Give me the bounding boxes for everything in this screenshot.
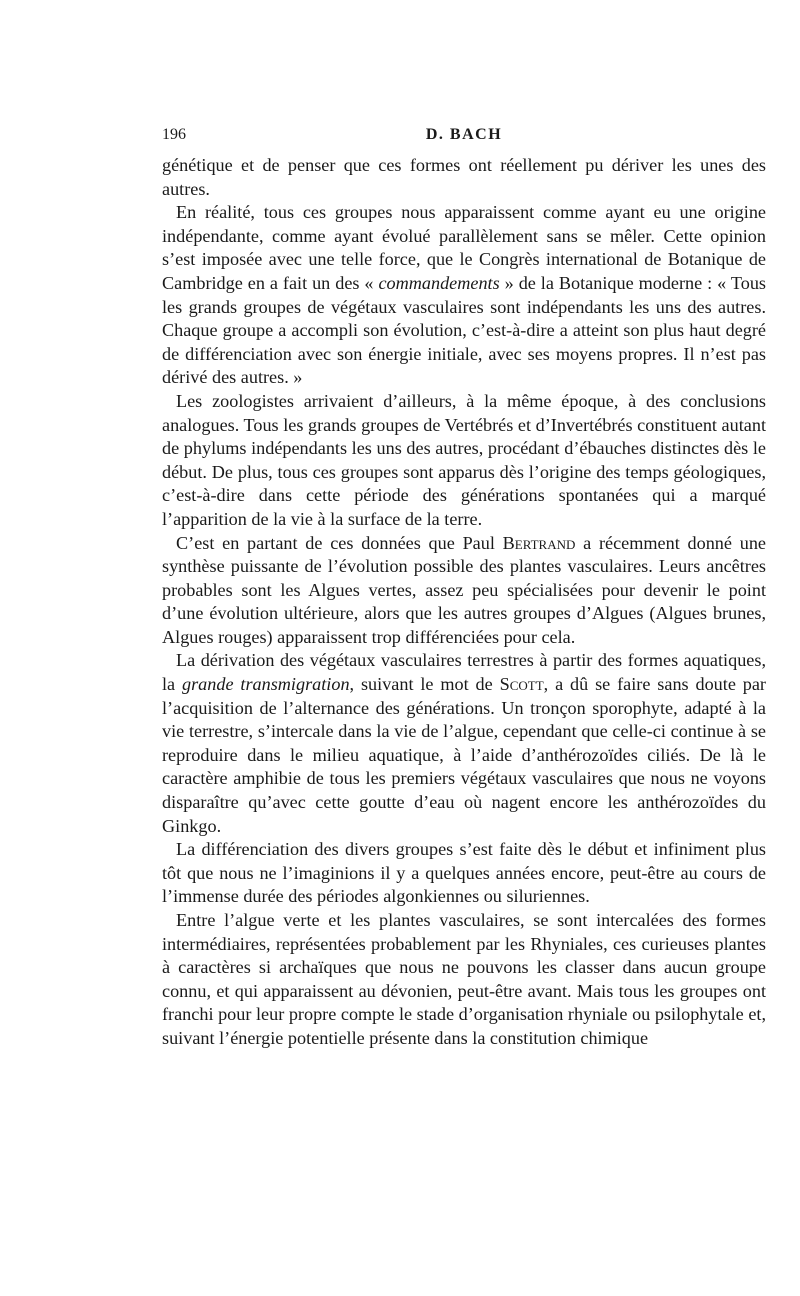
paragraph-text: La dérivation des végétaux vasculaires terrestres à partir des formes aquatiques, la [162,650,766,695]
paragraph-text: C’est en partant de ces données que Paul [176,532,503,553]
paragraph-text: Entre l’algue verte et les plantes vasculaires, se sont intercalées des formes intermédiaires, représentées probablement par les Rhyniales, ces curieuses plantes à caractères si archaïques que nous ne pouvons les classer dans aucun groupe connu, et qui apparaissent au dévonien, peut-être avant. Mais tous les groupes ont franchi pour leur propre compte le stade d’organisation rhyniale ou psilophytale et, suivant l’énergie potentielle présente dans la constitution chimique [162,910,766,1048]
paragraph [162,154,766,201]
paragraph [162,532,766,650]
running-head [162,124,766,150]
italic-text: grande transmigration [182,674,350,695]
paragraph [162,649,766,838]
paragraph-text: génétique et de penser que ces formes ont réellement pu dériver les unes des autres. [162,155,766,199]
paragraph [162,838,766,909]
paragraph-text: , suivant le mot de [349,674,500,695]
page-number: 196 [162,126,186,143]
small-caps-name: Scott [499,674,544,695]
book-page [162,124,766,1051]
paragraph [162,390,766,532]
paragraph [162,201,766,390]
small-caps-name: Bertrand [502,532,576,553]
italic-text: commandements [378,272,500,293]
paragraph-text: La différenciation des divers groupes s’est faite dès le début et infiniment plus tôt que nous ne l’imaginions il y a quelques années encore, peut-être au cours de l’immense durée des périodes algonkiennes ou siluriennes. [162,839,766,907]
running-title: D. BACH [425,126,503,143]
paragraph-text: , a dû se faire sans doute par l’acquisition de l’alternance des générations. Un tronçon sporophyte, adapté à la vie terrestre, s’intercale dans la vie de l’algue, cependant que celle-ci continue à se reproduire dans le milieu aquatique, à l’aide d’anthérozoïdes ciliés. De là le caractère amphibie de tous les premiers végétaux vasculaires que nous ne voyons disparaître qu’avec cette goutte d’eau où nagent encore les anthérozoïdes du Ginkgo. [162,674,766,836]
paragraph [162,909,766,1051]
paragraph-text: Les zoologistes arrivaient d’ailleurs, à la même époque, à des conclusions analogues. Tous les grands groupes de Vertébrés et d’Invertébrés constituent autant de phylums indépendants les uns des autres, procédant d’ébauches distinctes dès le début. De plus, tous ces groupes sont apparus dès l’origine des temps géologiques, c’est-à-dire dans cette période des générations spontanées qui a marqué l’apparition de la vie à la surface de la terre. [162,390,766,529]
body-text [162,154,766,1051]
paragraph-text: a récemment donné une synthèse puissante de l’évolution possible des plantes vasculaires. Leurs ancêtres probables sont les Algues vertes, assez peu spécialisées pour devenir le point d’une évolution ultérieure, alors que les autres groupes d’Algues (Algues brunes, Algues rouges) apparaissent trop différenciées pour cela. [162,532,766,647]
paragraph-text: » de la Botanique moderne : « Tous les grands groupes de végétaux vasculaires sont indépendants les uns des autres. Chaque groupe a accompli son évolution, c’est-à-dire a atteint son plus haut degré de différenciation avec son énergie initiale, avec ses moyens propres. Il n’est pas dérivé des autres. » [162,272,766,388]
paragraph-text: En réalité, tous ces groupes nous apparaissent comme ayant eu une origine indépendante, comme ayant évolué parallèlement sans se mêler. Cette opinion s’est imposée avec une telle force, que le Congrès international de Botanique de Cambridge en a fait un des « [162,202,766,293]
